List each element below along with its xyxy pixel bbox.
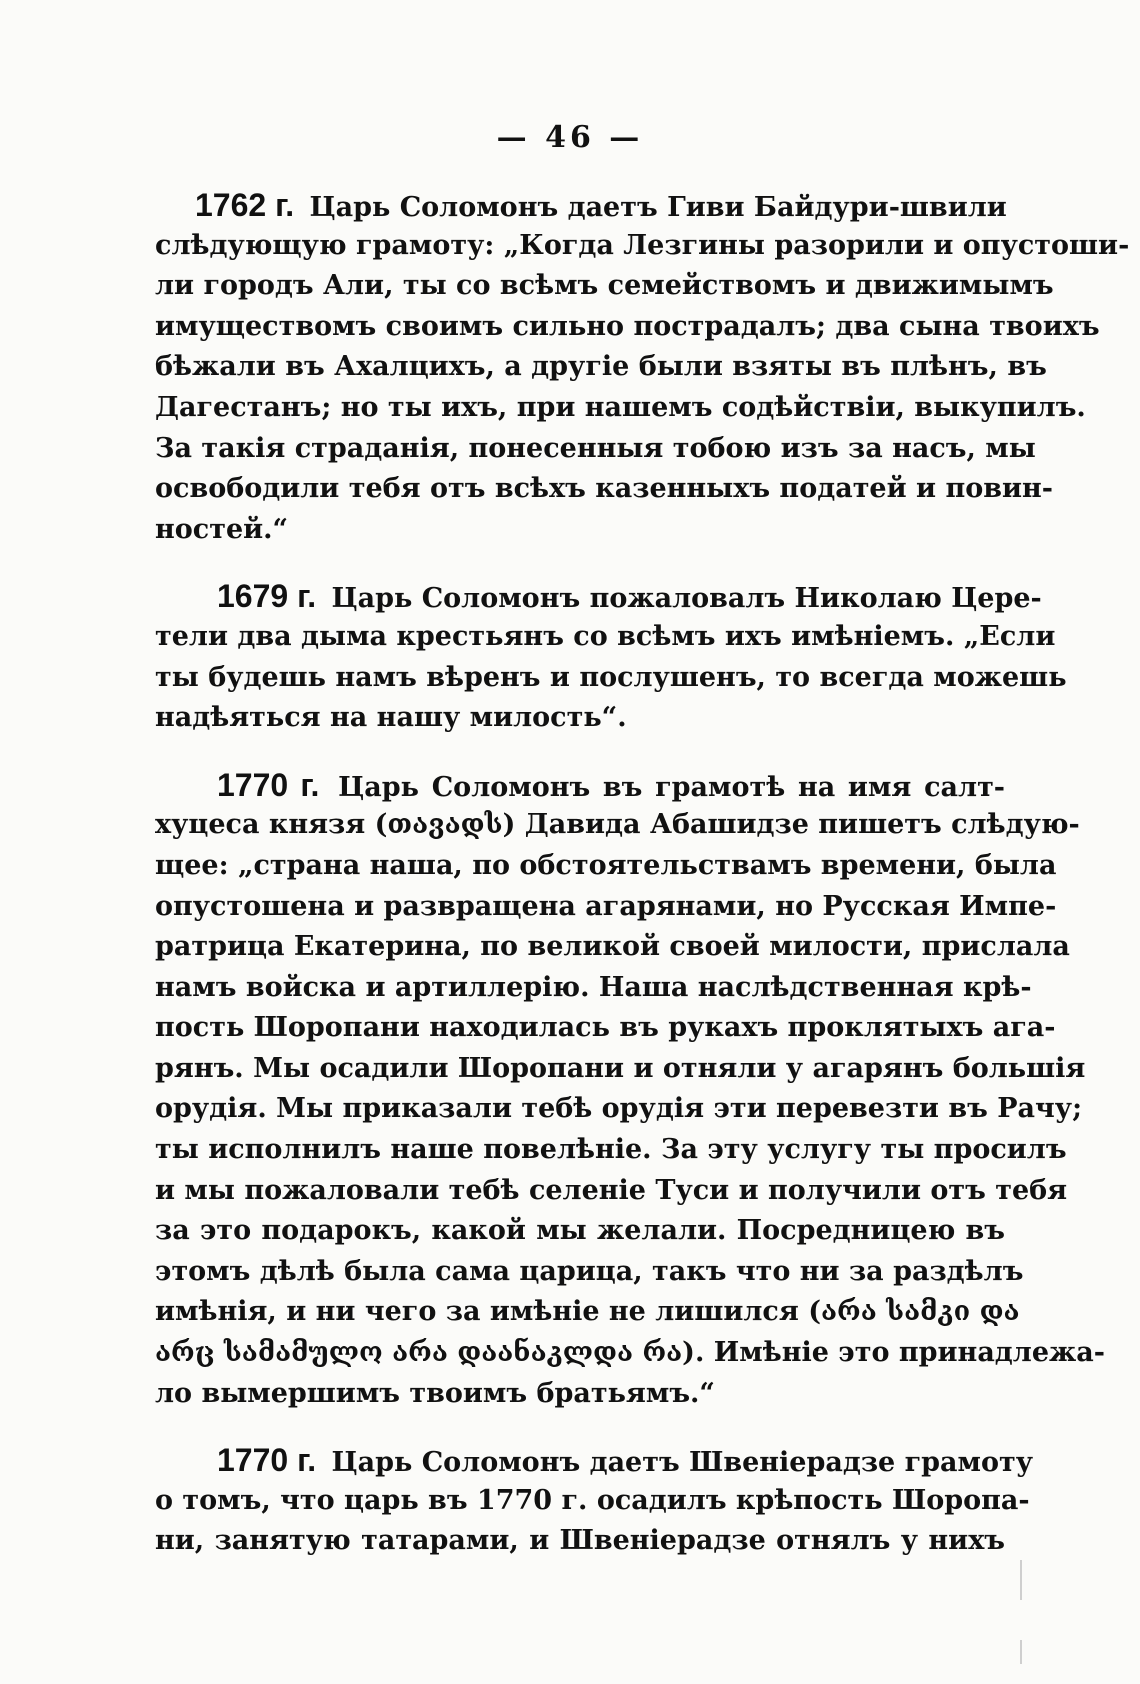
text-line: слѣдующую грамоту: „Когда Лезгины разорили и опустоши- xyxy=(155,229,1130,261)
text-line: щее: „страна наша, по обстоятельствамъ времени, была xyxy=(155,849,1057,881)
text-line: орудія. Мы приказали тебѣ орудія эти перевезти въ Рачу; xyxy=(155,1093,1083,1125)
entry-1770-abashidze xyxy=(155,765,1105,1415)
text-line: ни, занятую татарами, и Швеніерадзе отнялъ у нихъ xyxy=(155,1525,1005,1557)
text-line: За такія страданія, понесенныя тобою изъ за насъ, мы xyxy=(155,432,1036,464)
text-line: Дагестанъ; но ты ихъ, при нашемъ содѣйствіи, выкупилъ. xyxy=(155,391,1086,423)
text-line: тели два дыма крестьянъ со всѣмъ ихъ имѣніемъ. „Если xyxy=(155,620,1056,652)
text-line: ностей.“ xyxy=(155,513,289,545)
text-line: намъ войска и артиллерію. Наша наслѣдственная крѣ- xyxy=(155,971,1032,1003)
text-line: и мы пожаловали тебѣ селеніе Туси и получили отъ тебя xyxy=(155,1174,1068,1206)
entry-1762 xyxy=(155,185,1130,550)
entry-1679 xyxy=(155,576,1067,738)
page-number: — 46 — xyxy=(496,120,644,155)
text-line: ли городъ Али, ты со всѣмъ семействомъ и движимымъ xyxy=(155,270,1054,302)
text-line: имѣнія, и ни чего за имѣніе не лишился (არა სამკი და xyxy=(155,1296,1020,1328)
text-line: опустошена и развращена агарянами, но Русская Импе- xyxy=(155,890,1057,922)
text-line: имуществомъ своимъ сильно пострадалъ; два сына твоихъ xyxy=(155,310,1100,342)
text-line: 1770 г. Царь Соломонъ въ грамотѣ на имя салт- xyxy=(217,766,1006,803)
entry-1770-shveneradze xyxy=(155,1440,1034,1562)
scan-edge-mark xyxy=(1020,1560,1022,1600)
page-text xyxy=(155,185,1130,1588)
entry-year: 1770 г. xyxy=(217,1442,317,1479)
entry-year: 1762 г. xyxy=(195,187,295,223)
text-line: არც სამამულო არა დაანაკლდა რა). Имѣніе это принадлежа- xyxy=(155,1337,1105,1369)
text-line: 1762 г. Царь Соломонъ даетъ Гиви Байдури-швили xyxy=(195,187,1007,223)
text-line: ратрица Екатерина, по великой своей милости, прислала xyxy=(155,931,1070,963)
text-line: хуцеса князя (თავადს) Давида Абашидзе пишетъ слѣдую- xyxy=(155,809,1080,841)
text-line: освободили тебя отъ всѣхъ казенныхъ податей и повин- xyxy=(155,473,1053,505)
text-line: 1770 г. Царь Соломонъ даетъ Швеніерадзе грамоту xyxy=(217,1442,1034,1479)
text-line: 1679 г. Царь Соломонъ пожаловалъ Николаю Цере- xyxy=(217,578,1042,615)
text-line: бѣжали въ Ахалцихъ, а другіе были взяты въ плѣнъ, въ xyxy=(155,351,1047,383)
text-line: надѣяться на нашу милость“. xyxy=(155,702,627,734)
text-line: за это подарокъ, какой мы желали. Посредницею въ xyxy=(155,1215,1005,1247)
text-line: о томъ, что царь въ 1770 г. осадилъ крѣпость Шоропа- xyxy=(155,1484,1030,1516)
scan-edge-mark xyxy=(1020,1640,1022,1664)
entry-year: 1770 г. xyxy=(217,766,320,803)
text-line: ты будешь намъ вѣренъ и послушенъ, то всегда можешь xyxy=(155,661,1067,693)
text-line: этомъ дѣлѣ была сама царица, такъ что ни за раздѣлъ xyxy=(155,1255,1024,1287)
text-line: рянъ. Мы осадили Шоропани и отняли у агарянъ большія xyxy=(155,1052,1086,1084)
entry-year: 1679 г. xyxy=(217,578,317,615)
text-line: ло вымершимъ твоимъ братьямъ.“ xyxy=(155,1377,715,1409)
text-line: ты исполнилъ наше повелѣніе. За эту услугу ты просилъ xyxy=(155,1134,1067,1166)
text-line: пость Шоропани находилась въ рукахъ проклятыхъ ага- xyxy=(155,1012,1056,1044)
